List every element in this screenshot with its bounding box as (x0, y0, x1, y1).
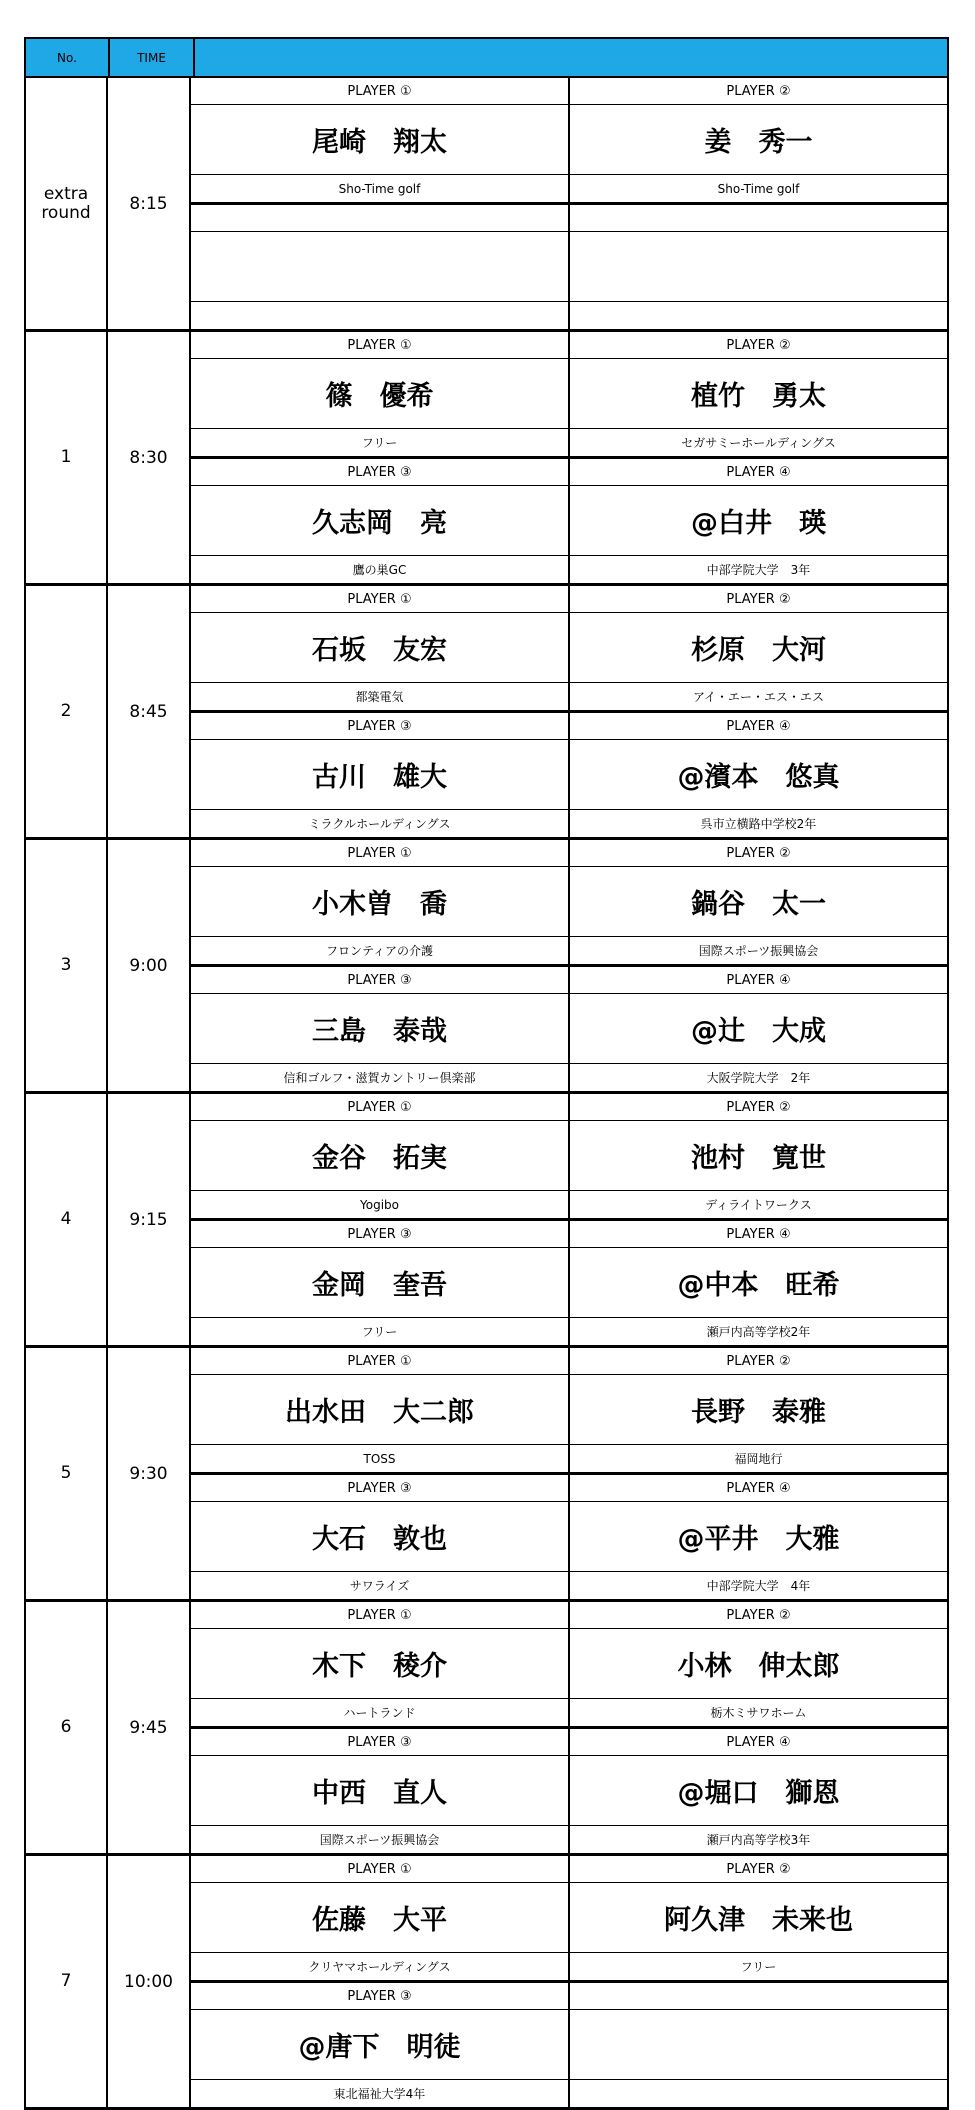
tee-time: 9:15 (108, 1094, 191, 1345)
player-affiliation: フリー (361, 436, 398, 450)
player-cell (191, 1856, 568, 1980)
group-number: 1 (26, 332, 108, 583)
player-affiliation: フリー (361, 1325, 398, 1339)
player-affiliation: サワライズ (349, 1579, 410, 1593)
player-cell (191, 1221, 568, 1345)
player-pair-row (191, 1856, 947, 1980)
player-name: 阿久津 未来也 (570, 1883, 947, 1953)
player-slot-label: PLAYER ④ (570, 967, 947, 994)
player-cell (568, 586, 947, 710)
player-name (570, 232, 947, 302)
player-slot-label: PLAYER ② (570, 1602, 947, 1629)
player-cell (568, 1348, 947, 1472)
player-cell (191, 1983, 568, 2107)
player-pair-row (191, 1980, 947, 2107)
player-pair-row (191, 710, 947, 837)
player-affiliation (191, 302, 568, 329)
group-players (191, 1602, 947, 1853)
group-players (191, 1094, 947, 1345)
player-affiliation: 福岡地行 (734, 1452, 783, 1466)
player-affiliation: 中部学院大学 4年 (706, 1579, 811, 1593)
player-slot-label: PLAYER ② (570, 586, 947, 613)
group-number: 5 (26, 1348, 108, 1599)
player-cell (568, 967, 947, 1091)
player-name: 石坂 友宏 (191, 613, 568, 683)
player-slot-label: PLAYER ② (570, 78, 947, 105)
player-cell (568, 1221, 947, 1345)
player-affiliation: Sho-Time golf (717, 181, 800, 196)
player-affiliation: ミラクルホールディングス (308, 817, 451, 831)
player-name: 金岡 奎吾 (191, 1248, 568, 1318)
player-slot-label: PLAYER ③ (191, 1475, 568, 1502)
player-slot-label: PLAYER ④ (570, 1221, 947, 1248)
header-blank (195, 39, 947, 76)
player-affiliation: 鷹の巣GC (352, 563, 407, 577)
player-slot-label: PLAYER ② (570, 1348, 947, 1375)
player-pair-row (191, 1094, 947, 1218)
group-number: 7 (26, 1856, 108, 2107)
player-slot-label: PLAYER ① (191, 1348, 568, 1375)
player-name: 中西 直人 (191, 1756, 568, 1826)
player-slot-label: PLAYER ② (570, 1094, 947, 1121)
player-name: 杉原 大河 (570, 613, 947, 683)
pairing-table (24, 37, 949, 2110)
table-header (24, 37, 949, 78)
player-affiliation: 呉市立横路中学校2年 (700, 817, 817, 831)
player-affiliation: 国際スポーツ振興協会 (319, 1833, 440, 1847)
player-name: 植竹 勇太 (570, 359, 947, 429)
player-affiliation: ハートランド (343, 1706, 416, 1720)
group-row (24, 1856, 949, 2110)
player-cell (191, 1348, 568, 1472)
player-name: 久志岡 亮 (191, 486, 568, 556)
player-cell (191, 1094, 568, 1218)
player-name: @中本 旺希 (570, 1248, 947, 1318)
player-slot-label (570, 1983, 947, 2010)
player-pair-row (191, 1602, 947, 1726)
header-no: No. (26, 39, 110, 76)
player-pair-row (191, 1726, 947, 1853)
tee-time: 9:45 (108, 1602, 191, 1853)
player-name: @唐下 明徒 (191, 2010, 568, 2080)
player-name: @堀口 獅恩 (570, 1756, 947, 1826)
player-slot-label: PLAYER ② (570, 840, 947, 867)
player-cell (568, 1729, 947, 1853)
group-number: extra round (26, 78, 108, 329)
player-slot-label: PLAYER ④ (570, 713, 947, 740)
player-pair-row (191, 332, 947, 456)
player-slot-label: PLAYER ④ (570, 1475, 947, 1502)
player-pair-row (191, 964, 947, 1091)
player-slot-label: PLAYER ① (191, 1856, 568, 1883)
player-name: 金谷 拓実 (191, 1121, 568, 1191)
player-affiliation (570, 302, 947, 329)
player-cell (568, 1475, 947, 1599)
group-players (191, 586, 947, 837)
group-players (191, 78, 947, 329)
player-name (191, 232, 568, 302)
player-cell (191, 78, 568, 202)
player-affiliation: 瀬戸内高等学校3年 (706, 1833, 811, 1847)
player-affiliation: 都築電気 (355, 690, 404, 704)
group-number: 3 (26, 840, 108, 1091)
player-name (570, 2010, 947, 2080)
group-players (191, 840, 947, 1091)
player-cell (568, 713, 947, 837)
player-cell (191, 713, 568, 837)
player-cell (191, 1729, 568, 1853)
player-slot-label (191, 205, 568, 232)
player-slot-label: PLAYER ③ (191, 1729, 568, 1756)
player-slot-label: PLAYER ③ (191, 459, 568, 486)
group-row (24, 840, 949, 1094)
player-affiliation: 東北福祉大学4年 (333, 2087, 426, 2101)
player-cell (568, 332, 947, 456)
player-affiliation: セガサミーホールディングス (681, 436, 836, 450)
player-cell (191, 205, 568, 329)
group-players (191, 1856, 947, 2107)
player-slot-label (570, 205, 947, 232)
group-number: 4 (26, 1094, 108, 1345)
group-number: 6 (26, 1602, 108, 1853)
tee-time: 8:15 (108, 78, 191, 329)
player-slot-label: PLAYER ③ (191, 967, 568, 994)
player-affiliation: 栃木ミサワホーム (710, 1706, 807, 1720)
player-cell (191, 332, 568, 456)
player-cell (191, 1475, 568, 1599)
player-pair-row (191, 202, 947, 329)
player-slot-label: PLAYER ② (570, 1856, 947, 1883)
player-affiliation: 大阪学院大学 2年 (706, 1071, 811, 1085)
player-slot-label: PLAYER ③ (191, 1983, 568, 2010)
tee-time: 9:00 (108, 840, 191, 1091)
player-affiliation: 瀬戸内高等学校2年 (706, 1325, 811, 1339)
player-name: 古川 雄大 (191, 740, 568, 810)
player-name: 木下 稜介 (191, 1629, 568, 1699)
player-slot-label: PLAYER ① (191, 586, 568, 613)
player-cell (191, 967, 568, 1091)
player-slot-label: PLAYER ① (191, 332, 568, 359)
player-affiliation: Sho-Time golf (338, 181, 421, 196)
player-name: 小木曽 喬 (191, 867, 568, 937)
player-name: @辻 大成 (570, 994, 947, 1064)
player-affiliation: クリヤマホールディングス (308, 1960, 451, 1974)
player-name: 鍋谷 太一 (570, 867, 947, 937)
player-affiliation (570, 2080, 947, 2107)
player-affiliation: Yogibo (360, 1197, 399, 1212)
player-name: 佐藤 大平 (191, 1883, 568, 1953)
player-pair-row (191, 456, 947, 583)
player-name: 三島 泰哉 (191, 994, 568, 1064)
group-number: 2 (26, 586, 108, 837)
player-slot-label: PLAYER ① (191, 78, 568, 105)
group-players (191, 1348, 947, 1599)
group-row (24, 332, 949, 586)
player-cell (191, 1602, 568, 1726)
player-pair-row (191, 1472, 947, 1599)
player-cell (568, 459, 947, 583)
player-cell (191, 586, 568, 710)
player-name: 長野 泰雅 (570, 1375, 947, 1445)
header-time: TIME (110, 39, 195, 76)
player-slot-label: PLAYER ④ (570, 459, 947, 486)
player-affiliation: フロンティアの介護 (325, 944, 434, 958)
player-cell (568, 205, 947, 329)
group-row (24, 1094, 949, 1348)
player-cell (568, 1856, 947, 1980)
player-name: 出水田 大二郎 (191, 1375, 568, 1445)
player-pair-row (191, 586, 947, 710)
group-players (191, 332, 947, 583)
tee-time: 8:30 (108, 332, 191, 583)
player-slot-label: PLAYER ④ (570, 1729, 947, 1756)
player-affiliation: アイ・エー・エス・エス (693, 690, 824, 704)
player-pair-row (191, 78, 947, 202)
group-row (24, 1348, 949, 1602)
player-pair-row (191, 840, 947, 964)
tee-time: 8:45 (108, 586, 191, 837)
group-row (24, 586, 949, 840)
player-affiliation: TOSS (363, 1451, 396, 1466)
tee-time: 10:00 (108, 1856, 191, 2107)
player-name: @白井 瑛 (570, 486, 947, 556)
player-slot-label: PLAYER ① (191, 840, 568, 867)
player-pair-row (191, 1348, 947, 1472)
player-affiliation: 国際スポーツ振興協会 (698, 944, 819, 958)
player-cell (191, 840, 568, 964)
player-name: 大石 敦也 (191, 1502, 568, 1572)
player-slot-label: PLAYER ① (191, 1602, 568, 1629)
player-slot-label: PLAYER ② (570, 332, 947, 359)
player-slot-label: PLAYER ① (191, 1094, 568, 1121)
player-name: 尾崎 翔太 (191, 105, 568, 175)
player-affiliation: 信和ゴルフ・滋賀カントリー倶楽部 (283, 1071, 476, 1085)
player-affiliation: ディライトワークス (705, 1198, 812, 1212)
player-name: @平井 大雅 (570, 1502, 947, 1572)
player-name: 篠 優希 (191, 359, 568, 429)
player-cell (568, 1094, 947, 1218)
player-cell (191, 459, 568, 583)
player-slot-label: PLAYER ③ (191, 713, 568, 740)
player-name: 姜 秀一 (570, 105, 947, 175)
player-slot-label: PLAYER ③ (191, 1221, 568, 1248)
player-name: 池村 寛世 (570, 1121, 947, 1191)
groups-container (24, 78, 949, 2110)
player-name: @濱本 悠真 (570, 740, 947, 810)
player-affiliation: フリー (740, 1960, 777, 1974)
player-cell (568, 1602, 947, 1726)
player-name: 小林 伸太郎 (570, 1629, 947, 1699)
player-pair-row (191, 1218, 947, 1345)
tee-time: 9:30 (108, 1348, 191, 1599)
group-row (24, 78, 949, 332)
player-cell (568, 1983, 947, 2107)
player-affiliation: 中部学院大学 3年 (706, 563, 811, 577)
player-cell (568, 78, 947, 202)
group-row (24, 1602, 949, 1856)
player-cell (568, 840, 947, 964)
